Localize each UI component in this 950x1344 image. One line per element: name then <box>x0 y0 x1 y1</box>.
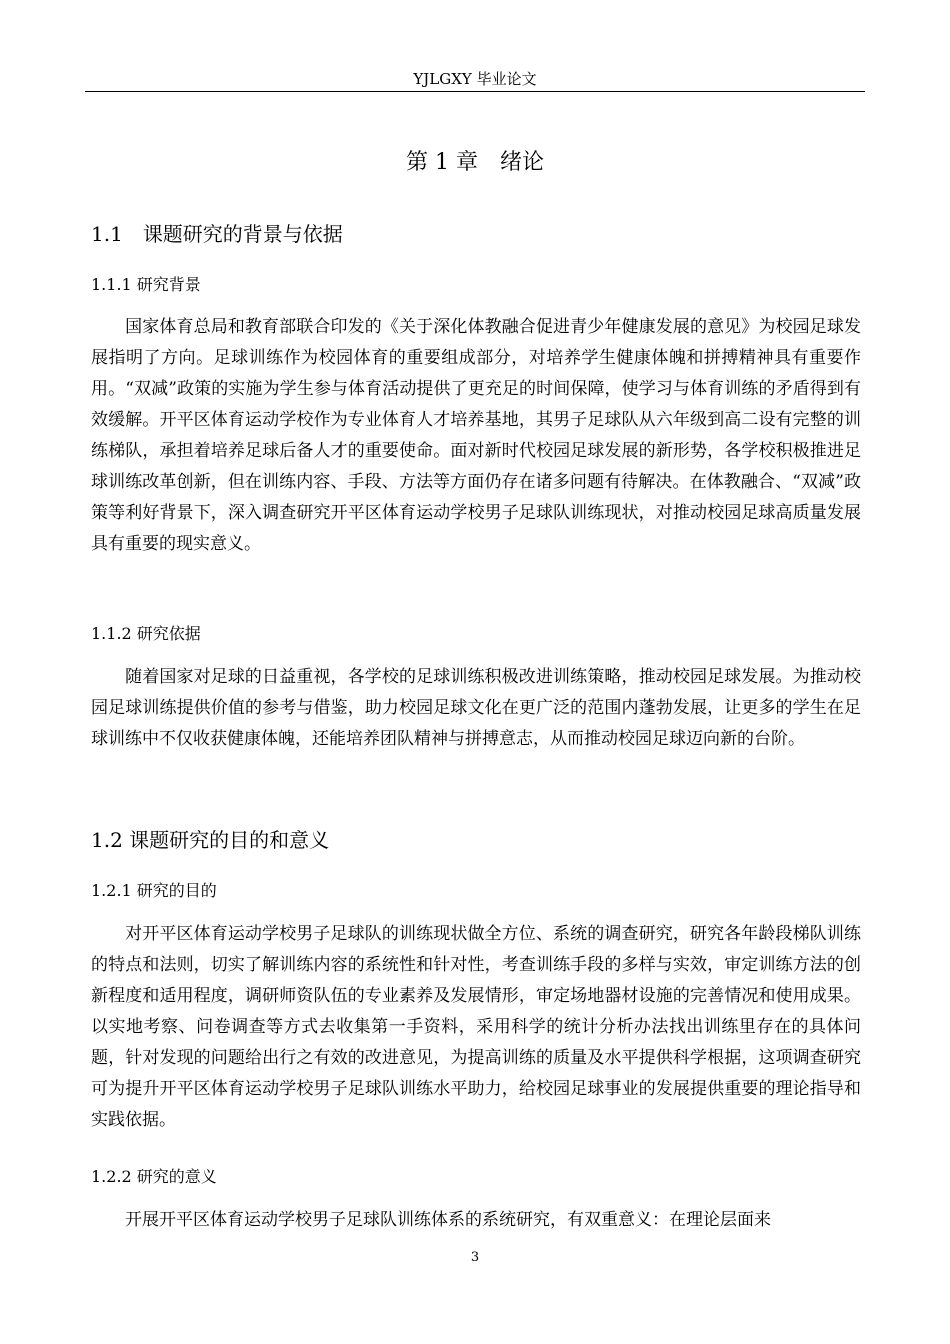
chapter-name: 绪论 <box>499 150 544 175</box>
section-number: 1.2 <box>91 828 123 852</box>
section-heading-1-2 <box>91 826 329 854</box>
section-title: 课题研究的背景与依据 <box>142 222 343 246</box>
chapter-title <box>0 148 950 178</box>
page-header: YJLGXY 毕业论文 <box>413 70 537 88</box>
subsection-heading-1-1-1: 1.1.1 研究背景 <box>91 275 201 294</box>
subsection-heading-1-2-2: 1.2.2 研究的意义 <box>91 1167 217 1186</box>
paragraph-research-background: 国家体育总局和教育部联合印发的《关于深化体教融合促进青少年健康发展的意见》为校园足球发展指明了方向。足球训练作为校园体育的重要组成部分，对培养学生健康体魄和拼搏精神具有重要作用。“双减”政策的实施为学生参与体育活动提供了更充足的时间保障，使学习与体育训练的矛盾得到有效缓解。开平区体育运动学校作为专业体育人才培养基地，其男子足球队从六年级到高二设有完整的训练梯队，承担着培养足球后备人才的重要使命。面对新时代校园足球发展的新形势，各学校积极推进足球训练改革创新，但在训练内容、手段、方法等方面仍存在诸多问题有待解决。在体教融合、“双减”政策等利好背景下，深入调查研究开平区体育运动学校男子足球队训练现状，对推动校园足球高质量发展具有重要的现实意义。 <box>91 317 862 554</box>
section-title: 课题研究的目的和意义 <box>129 828 330 852</box>
header-rule <box>85 91 865 92</box>
subsection-heading-1-1-2: 1.1.2 研究依据 <box>91 624 201 643</box>
paragraph-research-significance: 开展开平区体育运动学校男子足球队训练体系的系统研究，有双重意义：在理论层面来 <box>125 1210 771 1230</box>
chapter-number: 第 1 章 <box>406 150 478 175</box>
paragraph-research-purpose: 对开平区体育运动学校男子足球队的训练现状做全方位、系统的调查研究，研究各年龄段梯队训练的特点和法则，切实了解训练内容的系统性和针对性，考查训练手段的多样与实效，审定训练方法的创新程度和适用程度，调研师资队伍的专业素养及发展情形，审定场地器材设施的完善情况和使用成果。以实地考察、问卷调查等方式去收集第一手资料，采用科学的统计分析办法找出训练里存在的具体问题，针对发现的问题给出行之有效的改进意见，为提高训练的质量及水平提供科学根据，这项调查研究可为提升开平区体育运动学校男子足球队训练水平助力，给校园足球事业的发展提供重要的理论指导和实践依据。 <box>91 924 862 1130</box>
page-number: 3 <box>470 1250 480 1265</box>
section-number: 1.1 <box>91 222 123 246</box>
subsection-heading-1-2-1: 1.2.1 研究的目的 <box>91 881 217 900</box>
paragraph-research-basis: 随着国家对足球的日益重视，各学校的足球训练积极改进训练策略，推动校园足球发展。为推动校园足球训练提供价值的参考与借鉴，助力校园足球文化在更广泛的范围内蓬勃发展，让更多的学生在足球训练中不仅收获健康体魄，还能培养团队精神与拼搏意志，从而推动校园足球迈向新的台阶。 <box>91 667 862 749</box>
section-heading-1-1 <box>91 220 343 248</box>
